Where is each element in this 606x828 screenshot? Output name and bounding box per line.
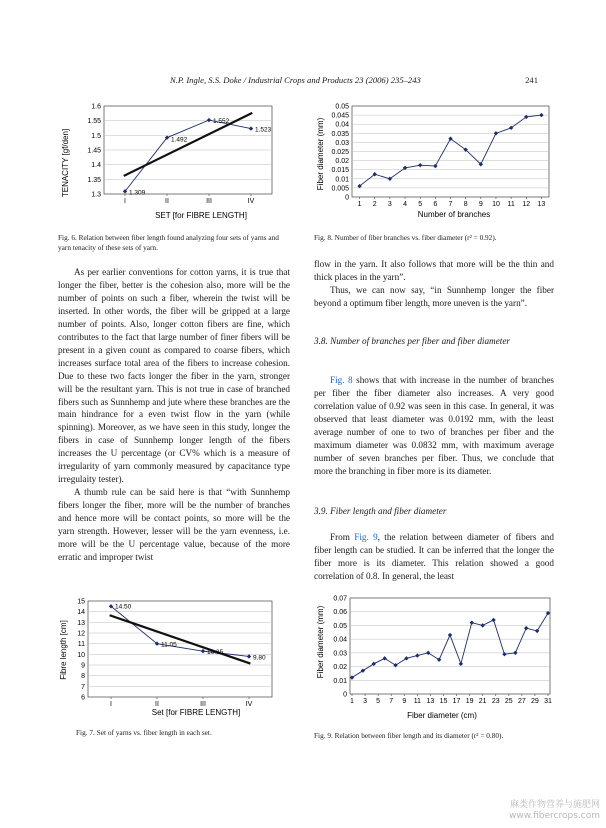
y-tick-label: 1.45 [87, 147, 101, 155]
x-tick-label: 11 [413, 698, 421, 705]
y-tick-label: 9 [81, 662, 85, 670]
y-tick-label: 0.04 [333, 636, 347, 644]
paragraph-fiber-cohesion: As per earlier conventions for cotton yarns, it is true that longer the fiber, better is the cohesion also, more will be the number of points on such a fiber, wherein the twist will be inserted. In other words, the fiber will be gripped at a large number of points. Also, longer cotton fibers are fine, which contributes to the fact that large number of finer fibers will be present in a given count as compared to coarse fibers, which increases surface total area of the fibers to increase cohesion. Due to these two facts longer the fiber in the yarn, stronger will be the resultant yarn. This is not true in case of branched fibers such as Sunnhemp and jute where these branches are the main hindrance for a even twist flow in the yarn (while spinning). Moreover, as we have seen in this study, longer the fibers in case of Sunnhemp longer length of the fibers increases the U percentage (or CV% which is a measure of irregularity of yarn commonly measured by capacitance type irregulaity tester). [58, 267, 290, 485]
y-tick-label: 0.02 [335, 158, 349, 166]
y-tick-label: 0.015 [331, 167, 349, 175]
data-label: 9.80 [253, 654, 266, 662]
tenacity-x-axis-label: SET [for FIBRE LENGTH] [155, 211, 247, 220]
y-tick-label: 8 [81, 673, 85, 681]
y-tick-label: 0.06 [333, 609, 347, 617]
site-watermark [509, 800, 600, 822]
figure-7-caption: Fig. 7. Set of yarns vs. fiber length in each set. [76, 728, 212, 737]
data-label: 1.552 [213, 118, 230, 126]
y-tick-label: 0.02 [333, 664, 347, 672]
y-tick-label: 0.05 [335, 103, 349, 111]
journal-citation: N.P. Ingle, S.S. Doke / Industrial Crops and Products 23 (2006) 235–243 [170, 75, 421, 85]
paragraph-length-diameter-pre: From [330, 532, 355, 542]
figure-9-length-diameter [314, 590, 554, 722]
x-tick-label: I [110, 701, 112, 708]
x-tick-label: 15 [439, 698, 448, 705]
y-tick-label: 1.55 [87, 118, 101, 126]
section-3-9-body [314, 531, 554, 583]
right-column-text [314, 258, 554, 310]
figure-7-fibre-length [58, 592, 290, 722]
x-tick-label: 21 [478, 698, 487, 705]
figure-8-branches [314, 98, 554, 222]
y-tick-label: 7 [81, 683, 85, 691]
y-tick-label: 0.07 [333, 595, 347, 603]
tenacity-chart [58, 98, 290, 228]
x-tick-label: 27 [517, 698, 526, 705]
paragraph-thumb-rule: A thumb rule can be said here is that “with Sunnhemp fibers longer the fiber, more will be the number of branches and hence more will be contact points, so more will be the yarn strength. However, lesser will be the yarn evenness, i.e. more will be the U percentage value, because of the more erratic and improper twist [58, 487, 290, 562]
x-tick-label: III [200, 701, 206, 708]
x-tick-label: II [155, 701, 159, 708]
x-tick-label: 11 [507, 201, 515, 208]
x-tick-label: 4 [403, 201, 407, 208]
paragraph-length-diameter-text: , the relation between diameter of fibers and fiber length can be studied. It can be inferred that the longer the fiber more is its diameter. This relation showed a good correlation of 0.8. In general, the least [314, 532, 554, 581]
length-diameter-chart [314, 590, 554, 722]
plot-area [350, 598, 550, 694]
x-tick-label: 23 [491, 698, 500, 705]
fibre-length-y-axis-label: Fibre length [cm] [59, 620, 68, 680]
y-tick-label: 0.01 [333, 677, 347, 685]
x-tick-label: 3 [363, 698, 368, 705]
y-tick-label: 0.005 [331, 185, 349, 193]
x-tick-label: 29 [531, 698, 539, 705]
branches-chart [314, 98, 554, 222]
paragraph-uneven-yarn: Thus, we can now say, “in Sunnhemp longer the fiber beyond a optimum fiber length, more uneven is the yarn”. [314, 284, 554, 308]
x-tick-label: 25 [504, 698, 513, 705]
x-tick-label: 3 [387, 201, 392, 208]
data-label: 1.309 [129, 189, 146, 197]
y-tick-label: 1.4 [91, 162, 101, 170]
branches-x-axis-label: Number of branches [417, 210, 491, 219]
y-tick-label: 0.05 [333, 622, 347, 630]
x-tick-label: 5 [376, 698, 381, 705]
length-diameter-y-axis-label: Fiber diameter (mm) [316, 605, 325, 679]
x-tick-label: 9 [478, 201, 483, 208]
y-tick-label: 1.3 [91, 191, 101, 199]
x-tick-label: 13 [426, 698, 435, 705]
x-tick-label: 1 [350, 698, 354, 705]
x-tick-label: 1 [357, 201, 362, 208]
tenacity-y-axis-label: TENACITY [gf/den] [61, 128, 70, 198]
figure-6-tenacity [58, 98, 290, 228]
y-tick-label: 1.5 [91, 132, 101, 140]
x-tick-label: 7 [448, 201, 453, 208]
figure-9-caption: Fig. 9. Relation between fiber length and its diameter (r² = 0.80). [314, 731, 504, 740]
y-tick-label: 14 [77, 609, 85, 617]
paragraph-branches-diameter-text: shows that with increase in the number of branches per fiber the fiber diameter also increases. A very good correlation value of 0.92 was seen in this case. In general, it was observed that least diameter was 0.0192 mm, with the least average number of one to two of branches per fiber and the maximum diameter was 0.0832 mm, with maximum average number of seven branches per fiber. Thus, we conclude that more the branching in fiber more is its diameter. [314, 375, 554, 476]
y-tick-label: 10 [77, 651, 85, 659]
y-tick-label: 0 [345, 194, 349, 202]
x-tick-label: 6 [433, 201, 438, 208]
x-tick-label: 7 [389, 698, 394, 705]
x-tick-label: IV [247, 198, 255, 205]
y-tick-label: 1.6 [91, 103, 101, 111]
section-3-8-body [314, 374, 554, 478]
x-tick-label: 10 [492, 201, 500, 208]
data-label: 1.492 [171, 136, 188, 144]
x-tick-label: 9 [402, 698, 407, 705]
x-tick-label: 17 [452, 698, 461, 705]
branches-y-axis-label: Fiber diameter (mm) [316, 117, 325, 191]
x-tick-label: 31 [544, 698, 552, 705]
y-tick-label: 13 [77, 619, 85, 627]
fibre-length-chart [58, 592, 290, 722]
y-tick-label: 12 [77, 630, 85, 638]
x-tick-label: 2 [372, 201, 377, 208]
x-tick-label: IV [245, 701, 253, 708]
y-tick-label: 11 [77, 641, 85, 649]
watermark-line-2: www.fibercrops.com [509, 811, 600, 821]
page-number: 241 [525, 75, 538, 85]
watermark-line-1: 麻类作物营养与施肥网 [509, 800, 600, 810]
data-label: 11.05 [161, 641, 177, 649]
paragraph-length-diameter [314, 531, 554, 583]
fig-8-link[interactable]: Fig. 8 [330, 375, 353, 385]
running-header [0, 75, 606, 89]
data-label: 1.523 [255, 126, 272, 134]
y-tick-label: 1.35 [87, 176, 101, 184]
length-diameter-x-axis-label: Fiber diameter (cm) [407, 711, 477, 720]
fibre-length-x-axis-label: Set [for FIBRE LENGTH] [151, 708, 241, 717]
figure-6-caption: Fig. 6. Relation between fiber length found analyzing four sets of yarns and yarn tenacity of these sets of yarn. [58, 233, 279, 252]
x-tick-label: 13 [537, 201, 546, 208]
fig-9-link[interactable]: Fig. 9 [354, 532, 378, 542]
y-tick-label: 0 [343, 691, 347, 699]
paragraph-twist-flow: flow in the yarn. It also follows that more will be the thin and thick places in the yarn”. [314, 259, 554, 282]
paragraph-branches-diameter [314, 374, 554, 478]
y-tick-label: 6 [81, 694, 85, 702]
y-tick-label: 0.045 [331, 112, 349, 120]
data-label: 14.50 [115, 603, 132, 611]
x-tick-label: 8 [463, 201, 468, 208]
y-tick-label: 0.01 [335, 176, 349, 184]
section-3-8-heading: 3.8. Number of branches per fiber and fiber diameter [314, 336, 510, 346]
x-tick-label: 19 [465, 698, 474, 705]
y-tick-label: 0.04 [335, 121, 349, 129]
left-column-text [58, 266, 290, 564]
figure-8-caption-text: Fig. 8. Number of fiber branches vs. fiber diameter (r² = 0.92). [314, 233, 497, 242]
x-tick-label: II [165, 198, 169, 205]
plot-area [88, 601, 272, 697]
y-tick-label: 0.03 [333, 650, 347, 658]
x-tick-label: I [124, 198, 126, 205]
figure-8-caption [314, 233, 554, 243]
x-tick-label: 5 [418, 201, 423, 208]
y-tick-label: 0.03 [335, 139, 349, 147]
y-tick-label: 15 [77, 598, 85, 606]
x-tick-label: III [206, 198, 212, 205]
section-3-9-heading: 3.9. Fiber length and fiber diameter [314, 506, 447, 516]
data-label: 10.35 [207, 649, 224, 657]
y-tick-label: 0.025 [331, 149, 349, 156]
x-tick-label: 12 [522, 201, 531, 208]
y-tick-label: 0.035 [331, 130, 349, 138]
